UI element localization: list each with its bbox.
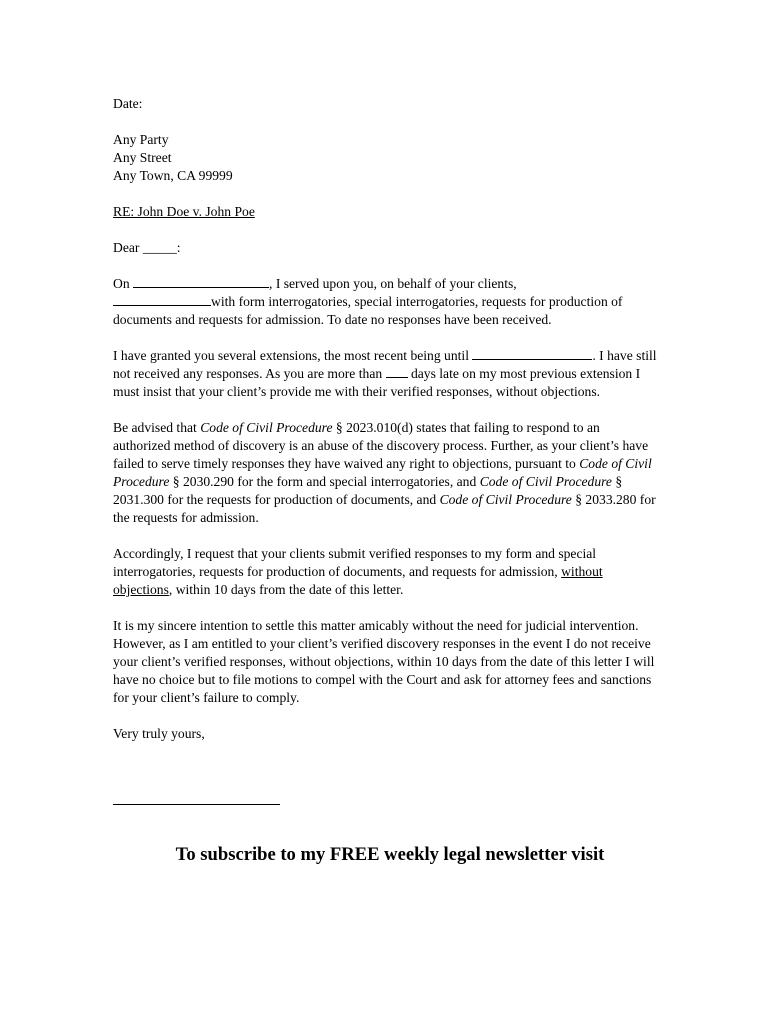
ccp-citation-4: Code of Civil Procedure	[439, 492, 572, 507]
salutation-blank: _____	[142, 240, 177, 255]
blank-client-names	[113, 293, 211, 306]
p2-text-c: days late on my most previous extension I must insist that your client’s provide me with their verified responses, without objections.	[113, 366, 641, 399]
ccp-citation-2: Code of Civil Procedure	[113, 456, 652, 489]
address-line-2: Any Street	[113, 150, 172, 165]
salutation	[113, 239, 658, 257]
without-objections-underlined: without objections	[113, 564, 603, 597]
salutation-prefix: Dear	[113, 240, 143, 255]
p1-text-b: , I served upon you, on behalf of your clients,	[269, 276, 517, 291]
newsletter-footer: To subscribe to my FREE weekly legal newsletter visit	[175, 844, 605, 865]
blank-days-late	[386, 365, 408, 378]
address-block	[113, 131, 658, 185]
date-label: Date:	[113, 96, 143, 111]
p3-text-d: § 2031.300 for the requests for production of documents, and	[113, 474, 623, 507]
ccp-citation-1: Code of Civil Procedure	[200, 420, 333, 435]
letter-body	[113, 95, 658, 761]
p2-text-b: . I have still not received any responses. As you are more than	[113, 348, 657, 381]
p1-text-a: On	[113, 276, 134, 291]
signature-line	[113, 804, 280, 805]
blank-extension-date	[472, 347, 592, 360]
paragraph-request	[113, 545, 658, 599]
paragraph-code-citations	[113, 419, 658, 527]
p3-text-c: § 2030.290 for the form and special interrogatories, and	[169, 474, 480, 489]
paragraph-service	[113, 275, 658, 329]
p1-text-c: with form interrogatories, special interrogatories, requests for production of documents and requests for admission. To date no responses have been received.	[113, 294, 623, 327]
paragraph-extensions	[113, 347, 658, 401]
p3-text-a: Be advised that	[113, 420, 201, 435]
p4-text-a: Accordingly, I request that your clients submit verified responses to my form and special interrogatories, requests for production of documents, and requests for admission,	[113, 546, 597, 579]
address-line-3: Any Town, CA 99999	[113, 168, 233, 183]
address-line-1: Any Party	[113, 132, 169, 147]
salutation-suffix: :	[176, 240, 181, 255]
p3-text-e: § 2033.280 for the requests for admission.	[113, 492, 656, 525]
p4-text-b: , within 10 days from the date of this letter.	[168, 582, 404, 597]
p2-text-a: I have granted you several extensions, the most recent being until	[113, 348, 473, 363]
p3-text-b: § 2023.010(d) states that failing to respond to an authorized method of discovery is an abuse of the discovery process. Further, as your client’s have failed to serve timely responses they have waived any right to objections, pursuant to	[113, 420, 649, 471]
ccp-citation-3: Code of Civil Procedure	[479, 474, 612, 489]
re-line: RE: John Doe v. John Poe	[113, 204, 255, 219]
closing: Very truly yours,	[113, 726, 205, 741]
blank-service-date	[133, 275, 269, 288]
paragraph-intention: It is my sincere intention to settle this matter amicably without the need for judicial intervention. However, as I am entitled to your client’s verified discovery responses in the event I do not receive your client’s verified responses, without objections, within 10 days from the date of this letter I will have no choice but to file motions to compel with the Court and ask for attorney fees and sanctions for your client’s failure to comply.	[113, 618, 655, 705]
